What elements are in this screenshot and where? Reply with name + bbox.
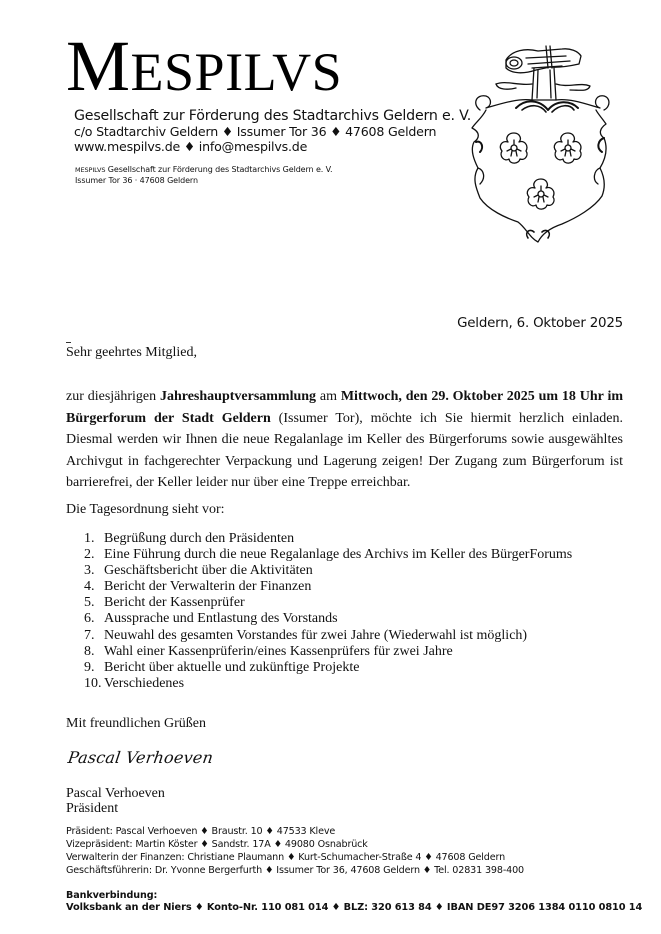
bank-details: Volksbank an der Niers ♦ Konto-Nr. 110 081 014 ♦ BLZ: 320 613 84 ♦ IBAN DE97 3206 1384 0110 0810 14 [66, 902, 643, 913]
organization-logo-wordmark [66, 26, 343, 106]
handwritten-signature: Pascal Verhoeven [66, 748, 215, 767]
agenda-item [84, 531, 572, 547]
agenda-item-text: Verschiedenes [104, 675, 185, 691]
agenda-item-text: Eine Führung durch die neue Regalanlage des Archivs im Keller des BürgerForums [104, 547, 573, 563]
agenda-item [84, 579, 572, 595]
bank-details-title: Bankverbindung: [66, 890, 158, 901]
agenda-item [84, 644, 572, 660]
agenda-item [84, 547, 572, 563]
sender-line-organization [75, 165, 332, 174]
agenda-item [84, 595, 572, 611]
agenda-item-text: Neuwahl des gesamten Vorstandes für zwei Jahre (Wiederwahl ist möglich) [104, 627, 528, 643]
agenda-item-text: Bericht der Kassenprüfer [104, 595, 245, 611]
wordmark-rest: ESPILVS [130, 42, 343, 102]
closing-greeting: Mit freundlichen Grüßen [66, 716, 206, 731]
agenda-item-text: Geschäftsbericht über die Aktivitäten [104, 563, 313, 579]
agenda-item-text: Bericht der Verwalterin der Finanzen [104, 579, 312, 595]
agenda-item-text: Begrüßung durch den Präsidenten [104, 531, 295, 546]
footer-line-vice-president: Vizepräsident: Martin Köster ♦ Sandstr. 17A ♦ 49080 Osnabrück [66, 838, 368, 850]
agenda-item-number: 2. [84, 547, 95, 563]
invitation-paragraph [66, 386, 623, 494]
organization-name: Gesellschaft zur Förderung des Stadtarchivs Geldern e. V. [74, 108, 472, 124]
sender-org: Gesellschaft zur Förderung des Stadtarchivs Geldern e. V. [105, 165, 333, 174]
organization-contact: www.mespilvs.de ♦ info@mespilvs.de [74, 139, 308, 154]
agenda-item-number: 8. [84, 643, 95, 659]
agenda-item-number: 10. [84, 675, 102, 691]
agenda-item-number: 9. [84, 659, 95, 675]
body-text-3: (Issumer Tor), möchte ich Sie hiermit herzlich einladen. Diesmal werden wir Ihnen die neue Regalanlage im Keller des Bürgerforums sowie ausgewähltes Archivgut in fachgerechter Verpackung und Lagerung zeigen! Der Zugang zum Bürgerforum ist barrierefrei, der Keller leider nur über eine Treppe erreichbar. [66, 410, 623, 490]
agenda-list [84, 531, 572, 692]
agenda-item [84, 628, 572, 644]
agenda-item-number: 1. [84, 531, 95, 546]
agenda-item-number: 4. [84, 579, 95, 595]
body-text-2: am [316, 389, 341, 404]
agenda-intro: Die Tagesordnung sieht vor: [66, 502, 225, 517]
body-bold-meeting: Jahreshauptversammlung [159, 389, 317, 404]
agenda-item-number: 7. [84, 627, 95, 643]
agenda-item-text: Bericht über aktuelle und zukünftige Projekte [104, 659, 360, 675]
signer-name: Pascal Verhoeven [66, 786, 165, 801]
letter-date: Geldern, 6. Oktober 2025 [457, 316, 623, 331]
body-text-1: zur diesjährigen [66, 389, 160, 404]
agenda-item-number: 3. [84, 563, 95, 579]
sender-brand: MESPILVS [75, 166, 106, 174]
footer-line-president: Präsident: Pascal Verhoeven ♦ Braustr. 10 ♦ 47533 Kleve [66, 826, 336, 837]
agenda-item [84, 676, 572, 692]
footer-line-treasurer: Verwalterin der Finanzen: Christiane Plaumann ♦ Kurt-Schumacher-Straße 4 ♦ 47608 Geldern [66, 851, 506, 863]
organization-address: c/o Stadtarchiv Geldern ♦ Issumer Tor 36 ♦ 47608 Geldern [74, 124, 437, 139]
board-members-footer [66, 826, 524, 878]
coat-of-arms-icon [466, 38, 616, 252]
agenda-item [84, 611, 572, 627]
wordmark-initial: M [66, 26, 131, 106]
salutation: Sehr geehrtes Mitglied, [66, 345, 198, 360]
sender-line-address: Issumer Tor 36 · 47608 Geldern [75, 176, 198, 185]
footer-line-managing-director: Geschäftsführerin: Dr. Yvonne Bergerfurth ♦ Issumer Tor 36, 47608 Geldern ♦ Tel. 02831 398-400 [66, 864, 525, 876]
fold-mark [66, 342, 71, 343]
agenda-item-number: 5. [84, 595, 95, 611]
agenda-item-text: Aussprache und Entlastung des Vorstands [104, 611, 338, 627]
agenda-item [84, 563, 572, 579]
agenda-item [84, 660, 572, 676]
body-bold-date-location: Mittwoch, den 29. Oktober 2025 um 18 Uhr im Bürgerforum der Stadt Geldern [66, 389, 624, 426]
agenda-item-text: Wahl einer Kassenprüferin/eines Kassenprüfers für zwei Jahre [104, 643, 453, 659]
signer-role: Präsident [66, 801, 119, 816]
agenda-item-number: 6. [84, 611, 95, 627]
